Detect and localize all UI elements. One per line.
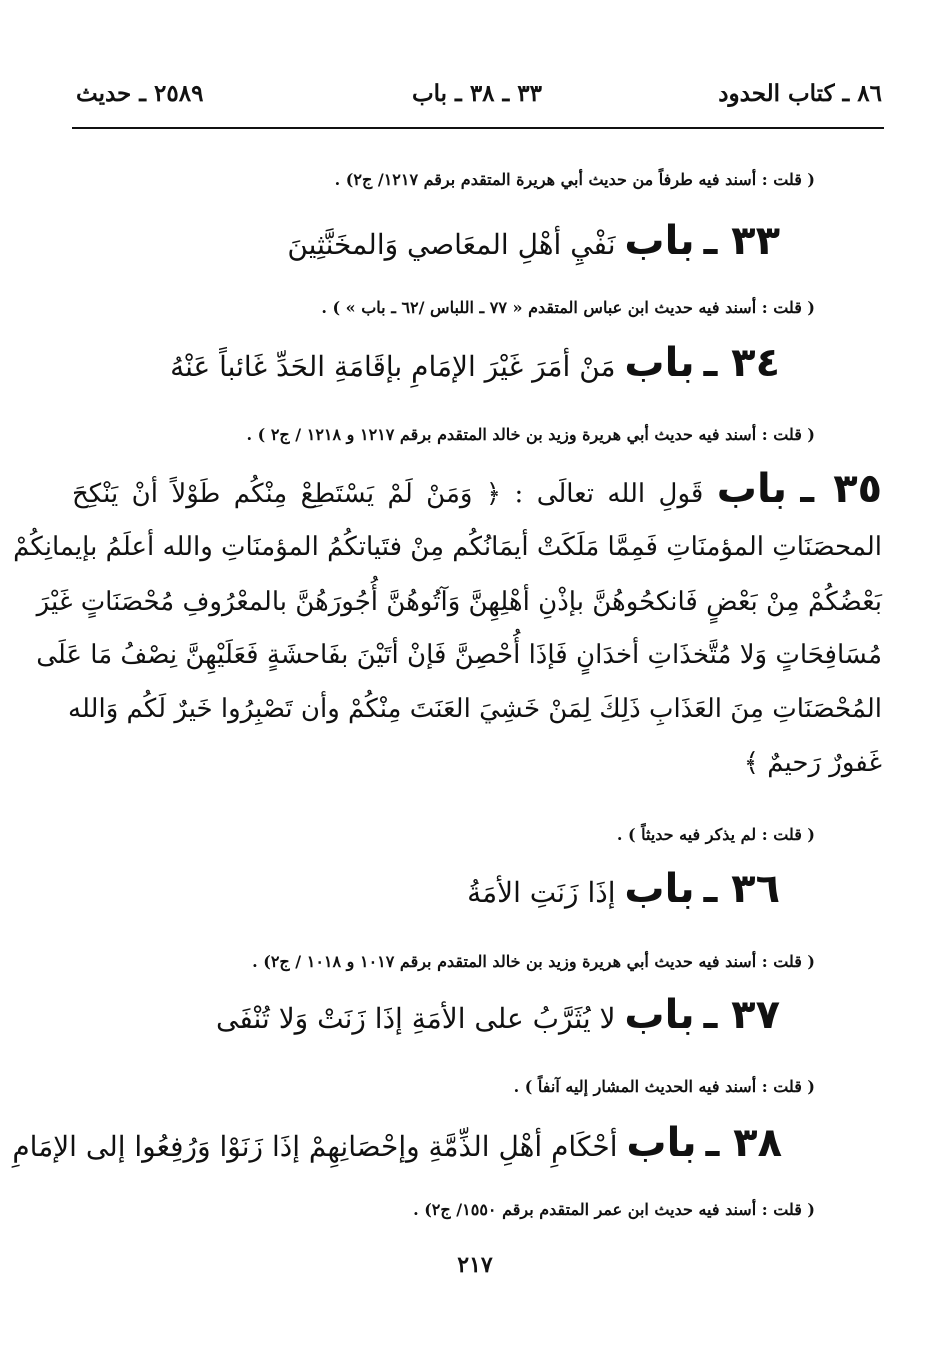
bab-heading-33 (287, 218, 780, 264)
bab-number: ٣٧ ـ (703, 992, 780, 1038)
bab-title: إذَا زَنَتِ الأمَةُ (467, 876, 616, 909)
bab-keyword: باب (624, 992, 695, 1038)
bab-heading-38 (12, 1120, 782, 1166)
verse-line-6: غَفورٌ رَحيمٌ ﴾ (743, 748, 882, 778)
verse-line-1: قَولِ الله تعالَى : ﴿ وَمَنْ لَمْ يَسْتَطِعْ مِنْكُم طَوْلاً أنْ يَنْكِحَ (72, 479, 704, 509)
note-34: ( قلت : أسند فيه حديث أبي هريرة وزيد بن خالد المتقدم برقم ١٢١٧ و ١٢١٨ / ج٢ ) . (246, 425, 815, 444)
note-32: ( قلت : أسند فيه طرفاً من حديث أبي هريرة المتقدم برقم ١٢١٧/ ج٢) . (334, 170, 815, 189)
bab-number: ٣٤ ـ (703, 340, 780, 386)
bab-title: مَنْ أمَرَ غَيْرَ الإمَامِ بإقَامَةِ الحَدِّ غَائباً عَنْهُ (170, 350, 616, 383)
header-chapter: ٨٦ ـ كتاب الحدود (718, 80, 882, 107)
bab-title: نَفْيِ أهْلِ المعَاصي وَالمخَنَّثِينَ (287, 228, 616, 261)
note-35: ( قلت : لم يذكر فيه حديثاً ) . (616, 825, 815, 844)
note-38: ( قلت : أسند فيه حديث ابن عمر المتقدم برقم ١٥٥٠/ ج٢) . (413, 1200, 815, 1219)
bab-keyword: باب (626, 1120, 697, 1166)
page-number: ٢١٧ (457, 1252, 493, 1278)
bab-title: أحْكَامِ أهْلِ الذِّمَّةِ وإحْصَانِهِمْ إذَا زَنَوْا وَرُفِعُوا إلى الإمَامِ (12, 1130, 618, 1163)
verse-line-4: مُسَافِحَاتٍ وَلا مُتَّخذَاتِ أخدَانٍ فَإذَا أُحْصِنَّ فَإنْ أتَيْنَ بفَاحشَةٍ فَعَلَيْهِنَّ نِصْفُ مَا عَلَى (36, 640, 882, 670)
bab-heading-37 (216, 992, 780, 1038)
note-33: ( قلت : أسند فيه حديث ابن عباس المتقدم « ٧٧ ـ اللباس /٦٢ ـ باب » ) . (321, 298, 815, 317)
bab-heading-36 (467, 866, 780, 912)
note-37: ( قلت : أسند فيه الحديث المشار إليه آنفاً ) . (513, 1077, 815, 1096)
header-hadith-number: ٢٥٨٩ ـ حديث (76, 80, 204, 107)
bab-number: ٣٣ ـ (703, 218, 780, 264)
verse-line-5: المُحْصَنَاتِ مِنَ العَذَابِ ذَلِكَ لِمَنْ خَشِيَ العَنَتَ مِنْكُمْ وأن تَصْبِرُوا خَيرٌ لَكُم وَالله (68, 694, 882, 724)
bab-number: ٣٦ ـ (703, 866, 780, 912)
bab-number: ٣٥ ـ (800, 466, 883, 512)
bab-keyword: باب (624, 218, 695, 264)
verse-line-3: بَعْضُكُمْ مِنْ بَعْضٍ فَانكحُوهُنَّ بإذْنِ أهْلِهِنَّ وَآتُوهُنَّ أُجُورَهُنَّ بالمعْرُوفِ مُحْصَنَاتٍ غَيْرَ (36, 587, 882, 617)
bab-keyword: باب (624, 340, 695, 386)
bab-keyword: باب (716, 466, 787, 512)
header-rule (72, 127, 884, 129)
bab-title: لا يُثَرَّبُ على الأمَةِ إذَا زَنَتْ وَلا تُنْفَى (216, 1002, 616, 1035)
running-header (72, 80, 882, 120)
bab-keyword: باب (624, 866, 695, 912)
bab-heading-34 (170, 340, 780, 386)
note-36: ( قلت : أسند فيه حديث أبي هريرة وزيد بن خالد المتقدم برقم ١٠١٧ و ١٠١٨ / ج٢) . (252, 952, 815, 971)
header-section-range: ٣٣ ـ ٣٨ ـ باب (411, 80, 543, 107)
verse-line-2: المحصَنَاتِ المؤمنَاتِ فَمِمَّا مَلَكَتْ أيمَانُكُم مِنْ فتَياتكُمُ المؤمنَاتِ والله أعلَمُ بإيمانِكُمْ (13, 532, 882, 562)
bab-heading-35 (72, 466, 882, 512)
bab-number: ٣٨ ـ (705, 1120, 782, 1166)
